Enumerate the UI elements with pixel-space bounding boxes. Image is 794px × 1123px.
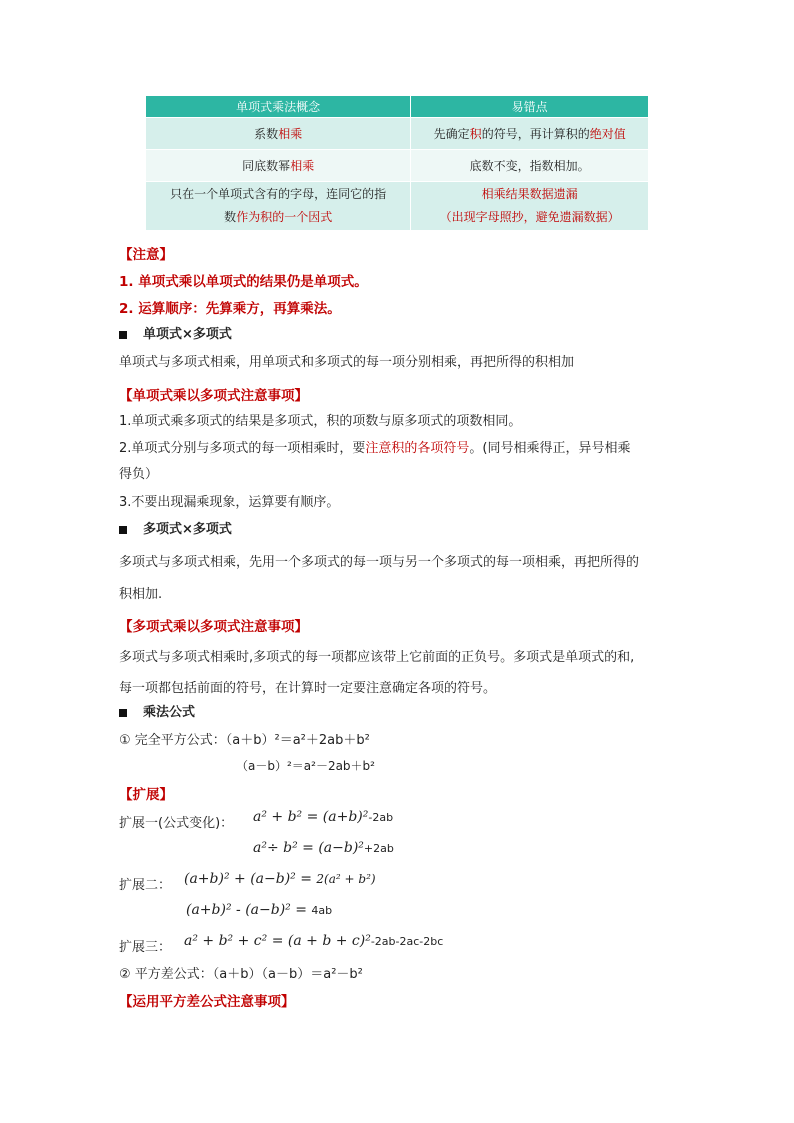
section-note-heading: 【单项式乘以多项式注意事项】	[119, 388, 308, 404]
note-heading: 【注意】	[119, 247, 173, 263]
perfect-square-formula-2: （a－b）²＝a²－2ab＋b²	[236, 759, 375, 773]
concept-table	[145, 95, 649, 231]
extension-3-formula: a² + b² + c² = (a + b + c)²-2ab-2ac-2bc	[184, 933, 444, 949]
section-multiplication-formula: 乘法公式	[119, 701, 195, 720]
table-cell: 先确定积的符号，再计算积的绝对值	[411, 118, 649, 150]
extension-3-label: 扩展三：	[119, 940, 172, 955]
note-item-2: 2. 运算顺序：先算乘方，再算乘法。	[119, 301, 341, 317]
paragraph: 积相加.	[119, 587, 163, 602]
square-bullet-icon	[119, 709, 127, 717]
paragraph: 单项式与多项式相乘，用单项式和多项式的每一项分别相乘，再把所得的积相加	[119, 355, 575, 370]
table-header-pitfall: 易错点	[411, 96, 649, 118]
perfect-square-formula-1: ① 完全平方公式：（a＋b）²＝a²＋2ab＋b²	[119, 733, 370, 748]
table-row	[146, 150, 649, 182]
extension-2-formula-b: (a+b)² - (a−b)² = 4ab	[186, 902, 333, 918]
extension-2-label: 扩展二：	[119, 878, 172, 893]
paragraph: 2.单项式分别与多项式的每一项相乘时，要注意积的各项符号。(同号相乘得正，异号相乘	[119, 441, 631, 456]
paragraph: 得负）	[119, 467, 159, 482]
square-bullet-icon	[119, 331, 127, 339]
extension-1-formula-b: a²÷ b² = (a−b)²+2ab	[253, 840, 394, 856]
extension-1-label: 扩展一(公式变化)：	[119, 816, 234, 831]
paragraph: 每一项都包括前面的符号，在计算时一定要注意确定各项的符号。	[119, 681, 497, 696]
table-cell: 同底数幂相乘	[146, 150, 411, 182]
note-item-1: 1. 单项式乘以单项式的结果仍是单项式。	[119, 274, 368, 290]
difference-of-squares-formula: ② 平方差公式：（a＋b）（a－b）＝a²－b²	[119, 967, 363, 982]
paragraph: 1.单项式乘多项式的结果是多项式，积的项数与原多项式的项数相同。	[119, 414, 522, 429]
table-cell: 相乘结果数据遗漏 （出现字母照抄，避免遗漏数据）	[411, 182, 649, 231]
section-monomial-polynomial: 单项式×多项式	[119, 323, 232, 342]
extension-1-formula-a: a² + b² = (a+b)²-2ab	[253, 809, 394, 825]
table-cell: 系数相乘	[146, 118, 411, 150]
section-note-heading: 【运用平方差公式注意事项】	[119, 994, 295, 1010]
paragraph: 多项式与多项式相乘时,多项式的每一项都应该带上它前面的正负号。多项式是单项式的和,	[119, 650, 635, 665]
extension-heading: 【扩展】	[119, 787, 173, 803]
paragraph: 3.不要出现漏乘现象，运算要有顺序。	[119, 495, 340, 510]
table-cell: 只在一个单项式含有的字母，连同它的指 数作为积的一个因式	[146, 182, 411, 231]
extension-2-formula-a: (a+b)² + (a−b)² = 2(a² + b²)	[184, 871, 376, 887]
paragraph: 多项式与多项式相乘，先用一个多项式的每一项与另一个多项式的每一项相乘，再把所得的	[119, 555, 640, 570]
table-cell: 底数不变，指数相加。	[411, 150, 649, 182]
table-row	[146, 118, 649, 150]
table-row	[146, 182, 649, 231]
section-polynomial-polynomial: 多项式×多项式	[119, 518, 232, 537]
table-header-concept: 单项式乘法概念	[146, 96, 411, 118]
square-bullet-icon	[119, 526, 127, 534]
section-note-heading: 【多项式乘以多项式注意事项】	[119, 619, 308, 635]
